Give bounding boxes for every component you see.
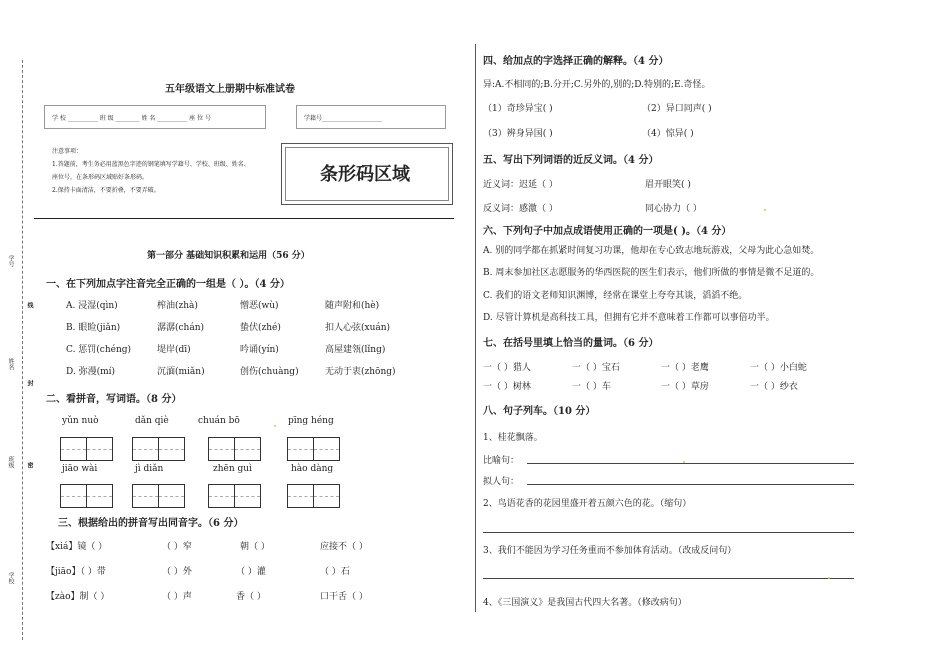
q7-item: 一（ ）车 bbox=[572, 382, 611, 392]
q3-item: （ ）外 bbox=[162, 567, 192, 577]
q1-option: A. 浸湿(qìn) bbox=[66, 301, 118, 311]
q7-item: 一（ ）小白蛇 bbox=[750, 363, 807, 373]
q3-item: 【jiāo】（ ）带 bbox=[46, 567, 106, 577]
header-divider bbox=[34, 218, 454, 219]
personification-answer-line[interactable] bbox=[527, 484, 854, 485]
q3-item: 【zào】制（ ） bbox=[46, 592, 110, 602]
q1-title: 一、在下列加点字注音完全正确的一组是（ ）。（4 分） bbox=[46, 279, 290, 290]
pinyin-label: dǎn qiè bbox=[135, 416, 169, 426]
q8-sentence-1: 1、桂花飘落。 bbox=[483, 433, 543, 443]
q5-item: 反义词：感激（ ） bbox=[483, 204, 558, 214]
q3-item: （ ）声 bbox=[162, 592, 192, 602]
writing-grid[interactable] bbox=[60, 484, 113, 508]
pinyin-label: yǔn nuò bbox=[62, 416, 99, 426]
q8-answer-line-2[interactable] bbox=[483, 532, 854, 533]
q6-option: A. 别的同学都在抓紧时间复习功课，他却在专心致志地玩游戏，父母为此心急如焚。 bbox=[483, 246, 820, 256]
q1-word: 随声附和(hè) bbox=[325, 301, 380, 311]
q6-title: 六、下列句子中加点成语使用正确的一项是( )。（4 分） bbox=[483, 226, 732, 237]
barcode-label: 条形码区域 bbox=[320, 164, 410, 185]
pinyin-label: hào dàng bbox=[291, 464, 334, 474]
q3-item: 朝（ ） bbox=[240, 542, 270, 552]
q1-option: B. 眼睑(jiǎn) bbox=[66, 323, 121, 333]
seal-mark-seal: 封 bbox=[26, 380, 33, 386]
q6-option: D. 尽管计算机是高科技工具，但拥有它并不意味着工作都可以事倍功半。 bbox=[483, 313, 775, 323]
q4-item: （3）辨身异国( ) bbox=[483, 129, 553, 139]
q7-title: 七、在括号里填上恰当的量词。（6 分） bbox=[483, 338, 659, 349]
seal-mark-secret: 密 bbox=[26, 462, 33, 468]
q3-item: （ ）窄 bbox=[162, 542, 192, 552]
notes-heading: 注意事项： bbox=[52, 148, 83, 155]
pinyin-label: jì diǎn bbox=[135, 464, 164, 474]
q3-item: （ ）石 bbox=[320, 567, 350, 577]
q8-answer-line-3[interactable] bbox=[483, 578, 854, 579]
student-info-fields: 学 校 __________ 班 级 ________ 姓 名 __________ 座 位 号 bbox=[52, 115, 211, 122]
q3-title: 三、根据给出的拼音写出同音字。（6 分） bbox=[58, 518, 244, 529]
notes-line-3: 2.保持卡面清洁，不要折叠，不要弄破。 bbox=[52, 187, 160, 194]
q5-title: 五、写出下列词语的近反义词。（4 分） bbox=[483, 155, 659, 166]
notes-line-2: 座位号，在条形码区域贴好条形码。 bbox=[52, 174, 149, 181]
personification-label: 拟人句： bbox=[483, 477, 520, 487]
q3-item: （ ）灌 bbox=[236, 567, 266, 577]
q5-item: 近义词：迟延（ ） bbox=[483, 180, 558, 190]
writing-grid[interactable] bbox=[60, 437, 113, 461]
pinyin-label: jiāo wài bbox=[62, 464, 98, 474]
notes-line-1: 1.答题前，考生务必用蓝黑色字迹的钢笔填写学籍号、学校、班级、姓名、 bbox=[52, 161, 250, 168]
binding-name-label: 姓名 bbox=[7, 358, 14, 370]
q8-sentence-3: 3、我们不能因为学习任务重而不参加体育活动。（改成反问句） bbox=[483, 546, 737, 556]
binding-id-label: 学号 bbox=[7, 255, 14, 267]
metaphor-answer-line[interactable] bbox=[527, 463, 854, 464]
q5-item: 眉开眼笑( ) bbox=[645, 180, 691, 190]
q8-title: 八、句子列车。（10 分） bbox=[483, 406, 596, 417]
q6-option: C. 我们的语文老师知识渊博，经常在课堂上夸夸其谈，滔滔不绝。 bbox=[483, 291, 748, 301]
q1-word: 蛰伏(zhé) bbox=[240, 323, 281, 333]
q4-item: （2）异口同声( ) bbox=[642, 104, 712, 114]
q1-word: 沉湎(miǎn) bbox=[157, 367, 205, 377]
q3-item: 香（ ） bbox=[236, 592, 266, 602]
pinyin-label: pīng héng bbox=[288, 416, 334, 426]
binding-school-label: 学校 bbox=[7, 572, 14, 584]
writing-grid[interactable] bbox=[132, 437, 185, 461]
q1-word: 榨油(zhà) bbox=[157, 301, 198, 311]
seal-mark-line: 线 bbox=[26, 302, 33, 308]
q4-item: （4）惊异( ) bbox=[642, 129, 694, 139]
q7-item: 一（ ）草房 bbox=[661, 382, 709, 392]
q7-item: 一（ ）猎人 bbox=[483, 363, 531, 373]
q1-word: 憎恶(wù) bbox=[240, 301, 279, 311]
q5-item: 同心协力（ ） bbox=[645, 204, 702, 214]
q1-word: 吟诵(yín) bbox=[240, 345, 279, 355]
q1-word: 无动于衷(zhōng) bbox=[325, 367, 396, 377]
q3-item: 应接不（ ） bbox=[320, 542, 368, 552]
q1-word: 潺潺(chán) bbox=[157, 323, 205, 333]
q7-item: 一（ ）宝石 bbox=[572, 363, 620, 373]
q2-title: 二、看拼音，写词语。（8 分） bbox=[46, 394, 182, 405]
q7-item: 一（ ）老鹰 bbox=[661, 363, 709, 373]
q8-sentence-4: 4、《三国演义》是我国古代四大名著。（修改病句） bbox=[483, 598, 687, 608]
q3-item: 口干舌（ ） bbox=[320, 592, 368, 602]
q4-definition: 异:A.不相同的;B.分开;C.另外的,别的;D.特别的;E.奇怪。 bbox=[483, 80, 711, 90]
binding-class-label: 班级 bbox=[7, 456, 14, 468]
part1-title: 第一部分 基础知识积累和运用（56 分） bbox=[147, 251, 310, 261]
q8-sentence-2: 2、鸟语花香的花园里盛开着五颜六色的花。（缩句） bbox=[483, 499, 692, 509]
pinyin-label: zhēn guì bbox=[213, 464, 252, 474]
q4-item: （1）奇珍异宝( ) bbox=[483, 104, 553, 114]
student-id-field: 学籍号____________________ bbox=[304, 115, 383, 122]
writing-grid[interactable] bbox=[208, 484, 261, 508]
column-divider bbox=[475, 44, 476, 612]
q1-word: 高屋建瓴(lǐng) bbox=[325, 345, 386, 355]
writing-grid[interactable] bbox=[208, 437, 261, 461]
page-title: 五年级语文上册期中标准试卷 bbox=[165, 84, 295, 95]
q3-item: 【xiá】镜（ ） bbox=[46, 542, 108, 552]
writing-grid[interactable] bbox=[287, 437, 340, 461]
q7-item: 一（ ）纱衣 bbox=[750, 382, 798, 392]
q4-title: 四、给加点的字选择正确的解释。（4 分） bbox=[483, 56, 669, 67]
pinyin-label: chuán bō bbox=[198, 416, 240, 426]
metaphor-label: 比喻句： bbox=[483, 456, 520, 466]
binding-line bbox=[22, 60, 23, 640]
q1-option: D. 弥漫(mí) bbox=[66, 367, 116, 377]
q6-option: B. 周末参加社区志愿服务的华西医院的医生们表示，他们所做的事情是微不足道的。 bbox=[483, 268, 820, 278]
q1-word: 扣人心弦(xuán) bbox=[325, 323, 391, 333]
q7-item: 一（ ）树林 bbox=[483, 382, 531, 392]
q1-option: C. 惩罚(chéng) bbox=[66, 345, 132, 355]
q1-word: 堤岸(dī) bbox=[157, 345, 191, 355]
q1-word: 创伤(chuàng) bbox=[240, 367, 299, 377]
writing-grid[interactable] bbox=[132, 484, 185, 508]
writing-grid[interactable] bbox=[287, 484, 340, 508]
